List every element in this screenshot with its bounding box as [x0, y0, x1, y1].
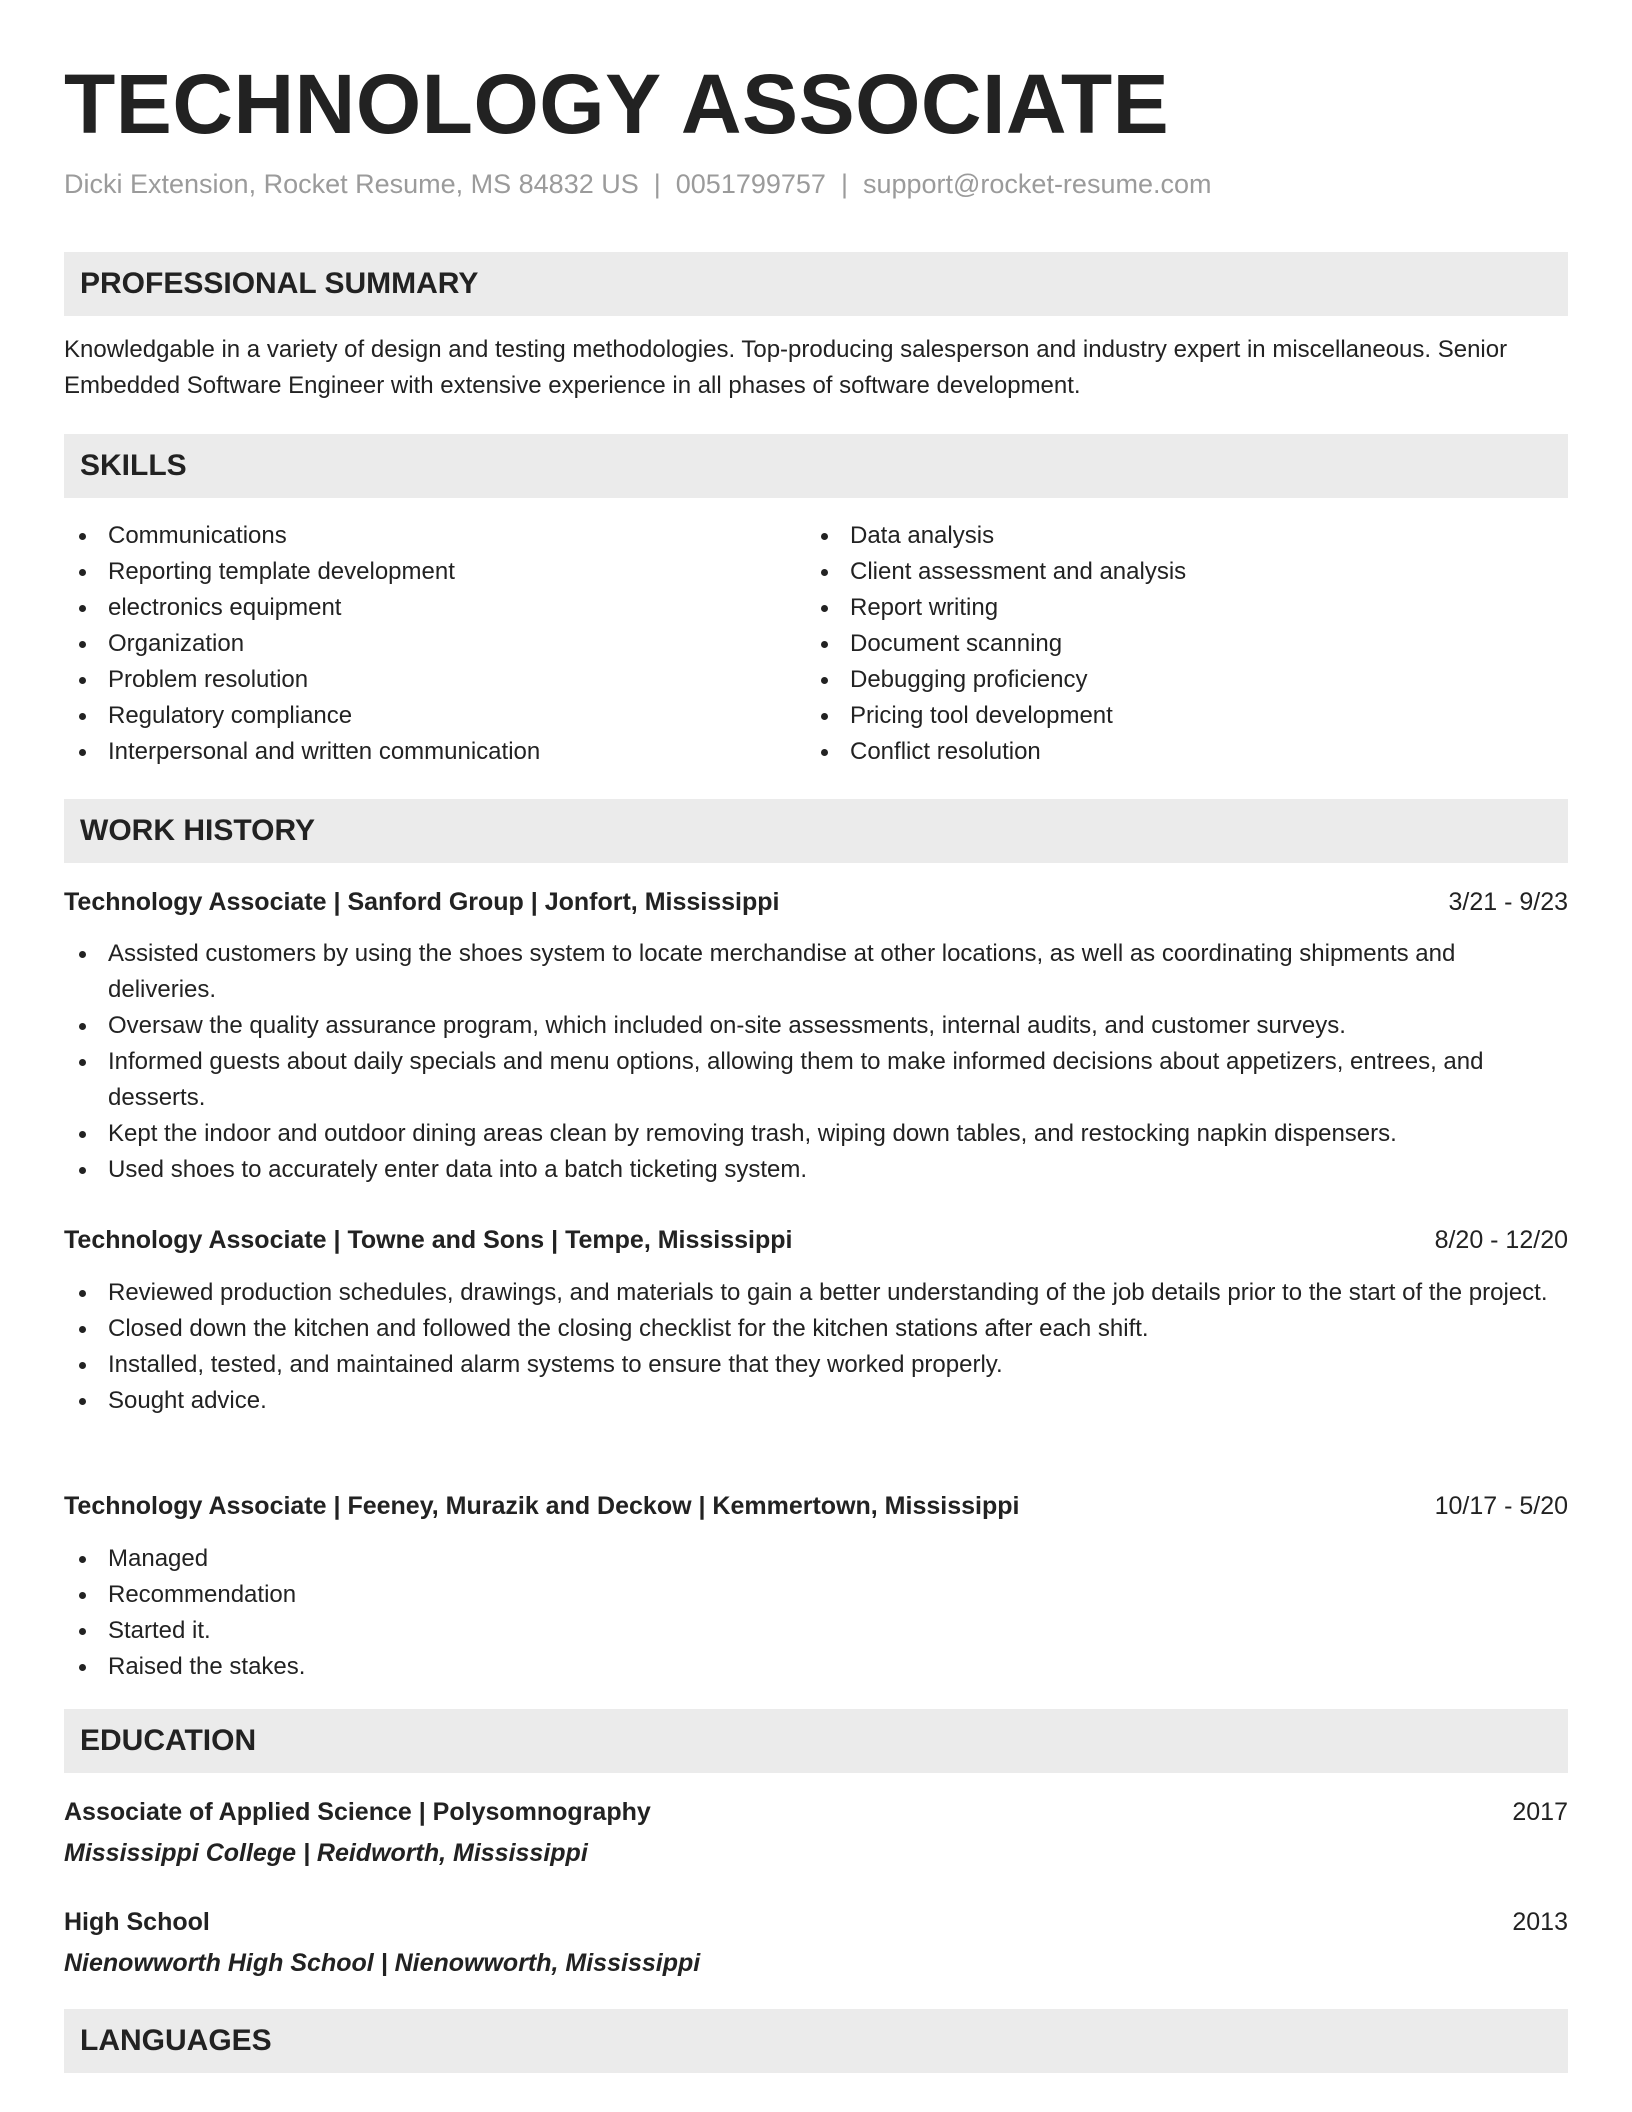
- job-duties: [64, 1275, 1568, 1419]
- contact-address: Dicki Extension, Rocket Resume, MS 84832 US: [64, 169, 639, 199]
- job-duty: Closed down the kitchen and followed the closing checklist for the kitchen stations after each shift.: [64, 1311, 1568, 1347]
- contact-email: support@rocket-resume.com: [862, 169, 1212, 199]
- job-duty: Managed: [64, 1541, 1568, 1577]
- job-duty: Used shoes to accurately enter data into a batch ticketing system.: [64, 1152, 1568, 1188]
- skill-item: Document scanning: [806, 626, 1526, 662]
- job-title: Technology Associate | Feeney, Murazik and Deckow | Kemmertown, Mississippi: [64, 1492, 1020, 1520]
- job-dates: 3/21 - 9/23: [1448, 888, 1568, 916]
- contact-line: [64, 166, 1211, 202]
- skill-item: Interpersonal and written communication: [64, 734, 784, 770]
- education-header: [64, 1794, 1568, 1830]
- summary-text: Knowledgable in a variety of design and testing methodologies. Top-producing salesperson and industry expert in miscellaneous. Senior Embedded Software Engineer with extensive experience in all phases of software development.: [64, 336, 1508, 399]
- contact-phone: 0051799757: [675, 169, 826, 199]
- job-duty: Oversaw the quality assurance program, which included on-site assessments, internal audits, and customer surveys.: [64, 1008, 1568, 1044]
- education-school: Nienowworth High School | Nienowworth, Mississippi: [64, 1949, 701, 1977]
- job-duty: Started it.: [64, 1613, 1568, 1649]
- job-title: Technology Associate | Towne and Sons | Tempe, Mississippi: [64, 1226, 793, 1254]
- job-duty: Installed, tested, and maintained alarm systems to ensure that they worked properly.: [64, 1347, 1568, 1383]
- contact-separator: |: [653, 169, 661, 199]
- skills-column-right: [806, 518, 1526, 770]
- job-duties: [64, 936, 1568, 1188]
- section-heading-summary: PROFESSIONAL SUMMARY: [64, 252, 1568, 316]
- job-duties: [64, 1541, 1568, 1685]
- job-duty: Sought advice.: [64, 1383, 1568, 1419]
- education-year: 2013: [1512, 1908, 1568, 1936]
- job-dates: 8/20 - 12/20: [1434, 1226, 1568, 1254]
- skill-item: Conflict resolution: [806, 734, 1526, 770]
- job-duty: Recommendation: [64, 1577, 1568, 1613]
- job-header: [64, 1222, 1568, 1258]
- skill-item: Pricing tool development: [806, 698, 1526, 734]
- skill-item: Reporting template development: [64, 554, 784, 590]
- job-duty: Kept the indoor and outdoor dining areas clean by removing trash, wiping down tables, and restocking napkin dispensers.: [64, 1116, 1568, 1152]
- job-duty: Informed guests about daily specials and menu options, allowing them to make informed decisions about appetizers, entrees, and desserts.: [64, 1044, 1568, 1116]
- skill-item: Regulatory compliance: [64, 698, 784, 734]
- education-header: [64, 1904, 1568, 1940]
- skill-item: Organization: [64, 626, 784, 662]
- education-school: Mississippi College | Reidworth, Mississippi: [64, 1839, 588, 1867]
- resume-title: TECHNOLOGY ASSOCIATE: [64, 57, 1170, 151]
- contact-separator: |: [840, 169, 848, 199]
- skills-column-left: [64, 518, 784, 770]
- section-heading-languages: LANGUAGES: [64, 2009, 1568, 2073]
- job-duty: Raised the stakes.: [64, 1649, 1568, 1685]
- job-header: [64, 1488, 1568, 1524]
- skill-item: Debugging proficiency: [806, 662, 1526, 698]
- section-heading-education: EDUCATION: [64, 1709, 1568, 1773]
- job-title: Technology Associate | Sanford Group | Jonfort, Mississippi: [64, 888, 780, 916]
- skill-item: Communications: [64, 518, 784, 554]
- skill-item: Client assessment and analysis: [806, 554, 1526, 590]
- section-heading-work-history: WORK HISTORY: [64, 799, 1568, 863]
- education-degree: High School: [64, 1908, 210, 1936]
- job-dates: 10/17 - 5/20: [1434, 1492, 1568, 1520]
- job-duty: Reviewed production schedules, drawings, and materials to gain a better understanding of the job details prior to the start of the project.: [64, 1275, 1568, 1311]
- skill-item: Data analysis: [806, 518, 1526, 554]
- education-degree: Associate of Applied Science | Polysomnography: [64, 1798, 651, 1826]
- education-year: 2017: [1512, 1798, 1568, 1826]
- skill-item: electronics equipment: [64, 590, 784, 626]
- job-header: [64, 884, 1568, 920]
- job-duty: Assisted customers by using the shoes system to locate merchandise at other locations, as well as coordinating shipments and deliveries.: [64, 936, 1568, 1008]
- section-heading-skills: SKILLS: [64, 434, 1568, 498]
- skill-item: Report writing: [806, 590, 1526, 626]
- skill-item: Problem resolution: [64, 662, 784, 698]
